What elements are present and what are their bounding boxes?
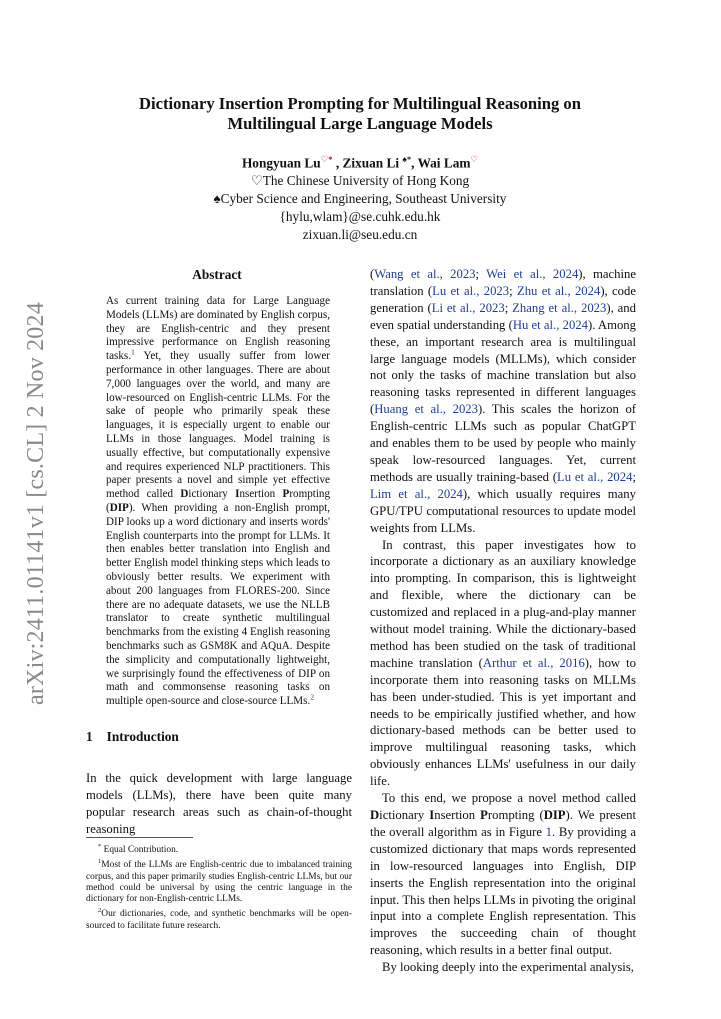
footnote: $^1$Most of the LLMs are English-centric due to imbalanced training corpus, and this paper primarily studies English-centric LLMs, but our method could be universal by using the centric language in the dictionary for non-English-centric LLMs. bbox=[86, 858, 352, 905]
citation-link[interactable]: Huang et al., 2023 bbox=[374, 402, 478, 417]
author-name: Zixuan Li bbox=[342, 155, 400, 171]
section-number: 1 bbox=[86, 729, 93, 744]
citation-link[interactable]: Wang et al., 2023 bbox=[374, 267, 476, 281]
figure-link[interactable]: 1 bbox=[545, 824, 553, 839]
affiliation: ♡The Chinese University of Hong Kong bbox=[250, 173, 470, 189]
author-name: Hongyuan Lu bbox=[241, 155, 321, 171]
citation-link[interactable]: Zhu et al., 2024 bbox=[516, 283, 601, 298]
author-email: zixuan.li@seu.edu.cn bbox=[302, 227, 418, 243]
author-email: {hylu,wlam}@se.cuhk.edu.hk bbox=[279, 209, 441, 225]
author-block bbox=[110, 150, 610, 244]
citation-link[interactable]: Wei et al., 2024 bbox=[486, 267, 579, 281]
citation-link[interactable]: Lu et al., 2024 bbox=[557, 469, 633, 484]
arxiv-identifier: arXiv:2411.01141v1 [cs.CL] 2 Nov 2024 bbox=[23, 302, 49, 705]
footnote: $^2$Our dictionaries, code, and synthetic benchmarks will be open-sourced to facilitate future research. bbox=[86, 907, 352, 931]
citation-link[interactable]: Zhang et al., 2023 bbox=[512, 300, 607, 315]
footnote-ref[interactable]: 1 bbox=[130, 347, 135, 357]
intro-paragraph: In the quick development with large language models (LLMs), there have been quite many popular research areas such as chain-of-thought reasoning bbox=[86, 771, 352, 836]
right-column bbox=[370, 266, 636, 976]
citation-link[interactable]: Hu et al., 2024 bbox=[512, 317, 589, 332]
abstract-text: As current training data for Large Language Models (LLMs) are dominated by English corpus, they are English-centric and they present impressive performance on English reasoning tasks.$^1$ Yet, they usually suffer from lower performance in other languages. There are about 7,000 languages over the world, and many are low-resourced on English-centric LLMs. For the sake of people who primarily speak these languages, it is especially urgent to enable our LLMs in those languages. Model training is usually effective, but computationally expensive and requires experienced NLP practitioners. This paper presents a novel and simple yet effective method called Dictionary Insertion Prompting (DIP). When providing a non-English prompt, DIP looks up a word dictionary and inserts words' English counterparts into the prompt for LLMs. It then enables better translation into English and better English model thinking steps which leads to obviously better results. We experiment with about 200 languages from FLORES-200. Since there are no adequate datasets, we use the NLLB translator to create synthetic multilingual benchmarks from the existing 4 English reasoning benchmarks such as GSM8K and AQuA. Despite the simplicity and computationally lightweight, we surprisingly found the effectiveness of DIP on math and commonsense reasoning tasks on multiple open-source and close-source LLMs.$^2$ bbox=[106, 295, 331, 708]
body-paragraph: In contrast, this paper investigates how to incorporate a dictionary as an auxiliary knowledge into prompting. In comparison, this is lightweight and flexible, where the dictionary can be customized and replaced in a plug-and-play manner without model training. While the dictionary-based method has been studied on the task of traditional machine translation (Arthur et al., 2016), how to incorporate them into reasoning tasks on MLLMs has been under-studied. This is yet important and needs to be empirically justified whether, and how dictionary-based methods can be better used to improve multilingual reasoning tasks, which obviously enhances LLMs' usefulness in our daily life. bbox=[370, 537, 636, 789]
footnotes bbox=[86, 841, 352, 932]
author-affiliation-mark: ♡* bbox=[320, 154, 333, 164]
body-paragraph: (Wang et al., 2023; Wei et al., 2024), machine translation (Lu et al., 2023; Zhu et al., 2024), code generation (Li et al., 2023; Zhang et al., 2023), and even spatial understanding (Hu et al., 2024). Among these, an important research area is multilingual large language models (MLLMs), which consider not only the tasks of machine translation but also reasoning tasks represented in different languages (Huang et al., 2023). This scales the horizon of English-centric LLMs such as popular ChatGPT and enables them to be used by people who mainly speak low-resourced languages. Yet, current methods are usually training-based (Lu et al., 2024; Lim et al., 2024), which usually requires many GPU/TPU computational resources to update model weights from LLMs. bbox=[370, 267, 637, 535]
body-paragraph: To this end, we propose a novel method called Dictionary Insertion Prompting (DIP). We present the overall algorithm as in Figure 1. By providing a customized dictionary that maps words represented in low-resourced languages into English, DIP inserts the English representation into the original input. This then helps LLMs in pivoting the original input into a complete English representation. This improves the succeeding chain of thought reasoning, which results in a better final output. bbox=[370, 791, 636, 958]
body-paragraph: By looking deeply into the experimental analysis, bbox=[382, 960, 634, 975]
footnote-divider bbox=[86, 837, 193, 838]
author-affiliation-mark: ♠* bbox=[402, 154, 412, 164]
footnote: * Equal Contribution. bbox=[98, 843, 179, 856]
author-name: Wai Lam bbox=[417, 155, 471, 171]
author-names: Hongyuan Lu♡* , Zixuan Li ♠*, Wai Lam♡ bbox=[241, 154, 479, 171]
author-affiliation-mark: ♡ bbox=[470, 154, 479, 164]
citation-link[interactable]: Li et al., 2023 bbox=[431, 300, 505, 315]
citation-link[interactable]: Lim et al., 2024 bbox=[370, 486, 463, 501]
citation-link[interactable]: Arthur et al., 2016 bbox=[482, 655, 585, 670]
footnote-ref[interactable]: 2 bbox=[310, 692, 315, 702]
affiliation: ♠Cyber Science and Engineering, Southeast University bbox=[213, 191, 507, 207]
paper-title: Dictionary Insertion Prompting for Multilingual Reasoning on Multilingual Large Language Models bbox=[139, 94, 581, 133]
abstract-heading: Abstract bbox=[192, 267, 242, 282]
section-title: Introduction bbox=[106, 729, 179, 744]
citation-link[interactable]: Lu et al., 2023 bbox=[432, 283, 510, 298]
section-heading-introduction bbox=[86, 729, 356, 745]
